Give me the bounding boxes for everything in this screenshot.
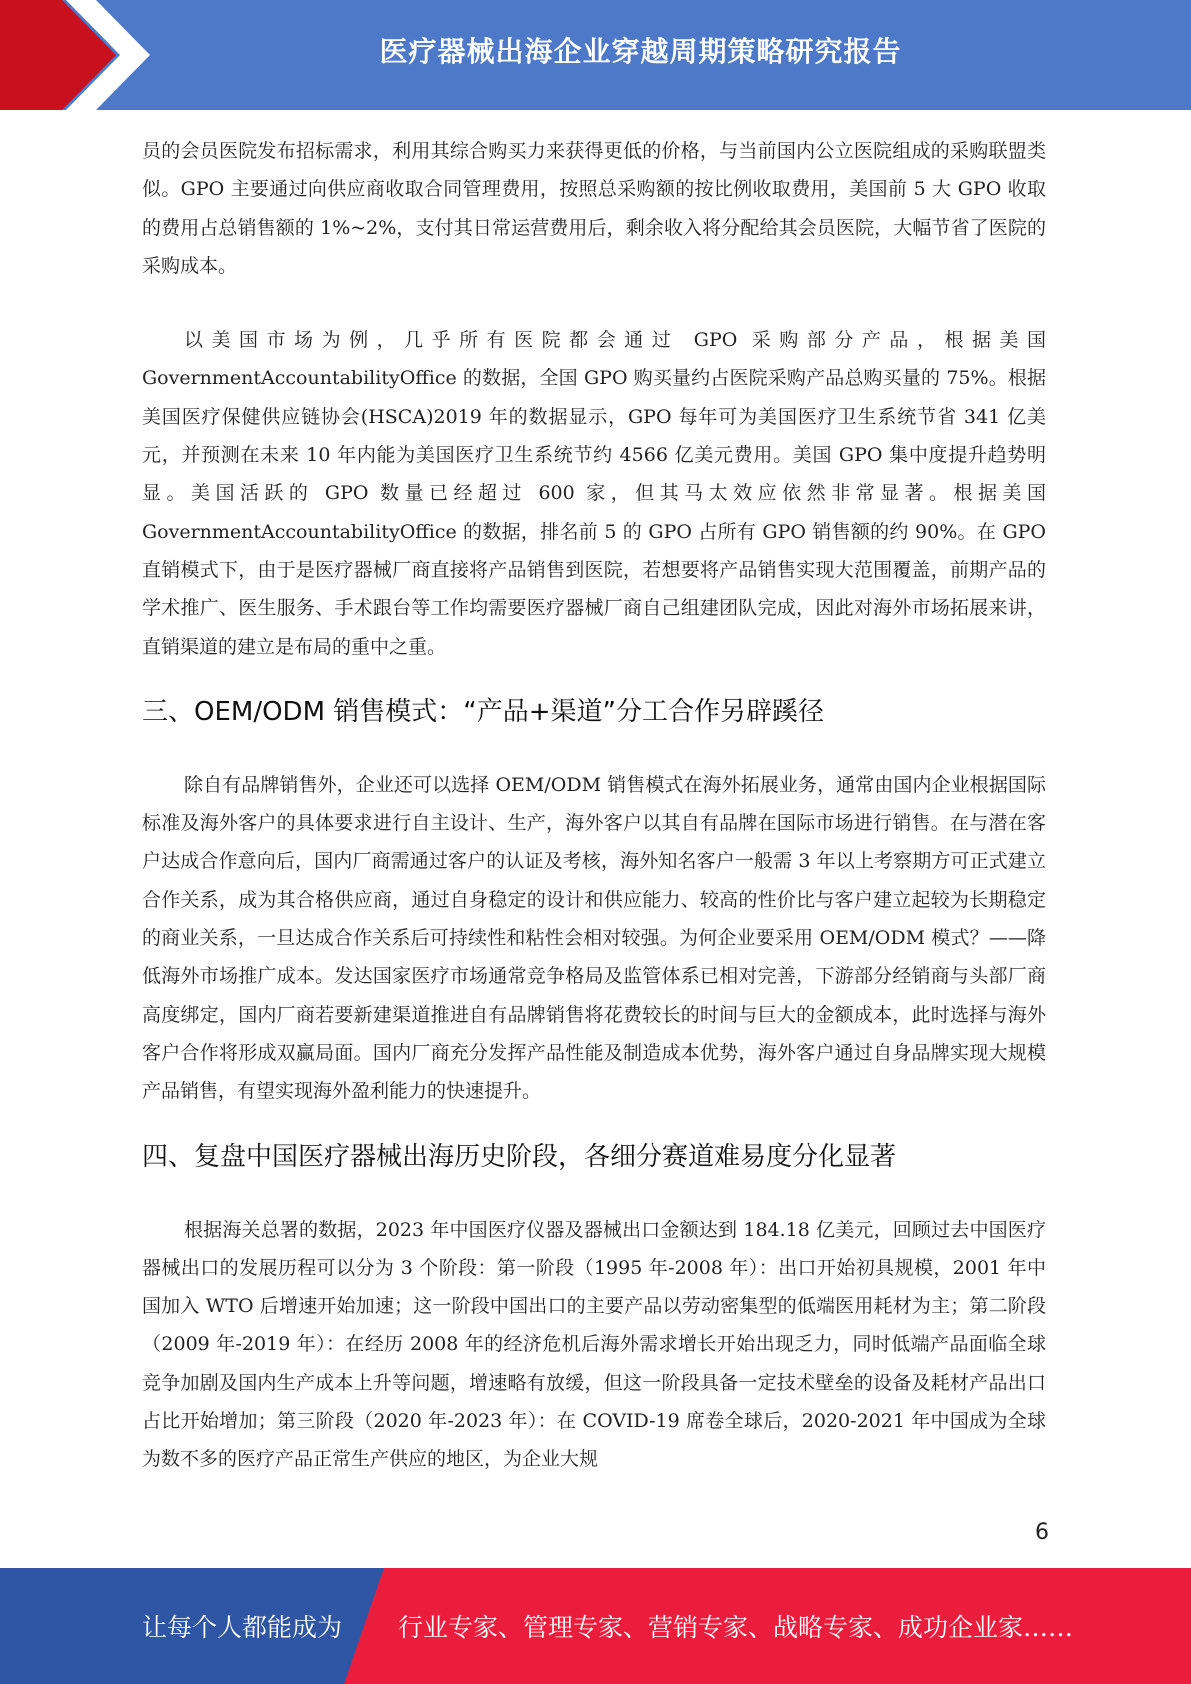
main-content xyxy=(142,132,1046,1479)
report-title: 医疗器械出海企业穿越周期策略研究报告 xyxy=(379,35,902,68)
section-heading: 三、OEM/ODM 销售模式：“产品+渠道”分工合作另辟蹊径 xyxy=(142,696,824,727)
page-header xyxy=(0,0,1191,110)
footer-slogan-right: 行业专家、管理专家、营销专家、战略专家、成功企业家…… xyxy=(398,1613,1074,1642)
body-paragraph: 以美国市场为例，几乎所有医院都会通过 GPO 采购部分产品，根据美国 GovernmentAccountabilityOffice 的数据，全国 GPO 购买量约占医院采购产品总购买量的 75%。根据美国医疗保健供应链协会(HSCA)2019 年的数据显示，GPO 每年可为美国医疗卫生系统节省 341 亿美元，并预测在未来 10 年内能为美国医疗卫生系统节约 4566 亿美元费用。美国 GPO 集中度提升趋势明显。美国活跃的 GPO 数量已经超过 600 家，但其马太效应依然非常显著。根据美国 GovernmentAccountabilityOffice 的数据，排名前 5 的 GPO 占所有 GPO 销售额的约 90%。在 GPO 直销模式下，由于是医疗器械厂商直接将产品销售到医院，若想要将产品销售实现大范围覆盖，前期产品的学术推广、医生服务、手术跟台等工作均需要医疗器械厂商自己组建团队完成，因此对海外市场拓展来讲，直销渠道的建立是布局的重中之重。 xyxy=(142,329,1046,658)
footer-slogan-left: 让每个人都能成为 xyxy=(142,1613,343,1642)
page-footer xyxy=(0,1568,1191,1684)
body-paragraph: 员的会员医院发布招标需求，利用其综合购买力来获得更低的价格，与当前国内公立医院组成的采购联盟类似。GPO 主要通过向供应商收取合同管理费用，按照总采购额的按比例收取费用，美国前 5 大 GPO 收取的费用占总销售额的 1%~2%，支付其日常运营费用后，剩余收入将分配给其会员医院，大幅节省了医院的采购成本。 xyxy=(142,140,1046,277)
section-heading: 四、复盘中国医疗器械出海历史阶段，各细分赛道难易度分化显著 xyxy=(142,1141,897,1172)
body-paragraph: 根据海关总署的数据，2023 年中国医疗仪器及器械出口金额达到 184.18 亿美元，回顾过去中国医疗器械出口的发展历程可以分为 3 个阶段：第一阶段（1995 年-2008 年）：出口开始初具规模，2001 年中国加入 WTO 后增速开始加速；这一阶段中国出口的主要产品以劳动密集型的低端医用耗材为主；第二阶段（2009 年-2019 年）：在经历 2008 年的经济危机后海外需求增长开始出现乏力，同时低端产品面临全球竞争加剧及国内生产成本上升等问题，增速略有放缓，但这一阶段具备一定技术壁垒的设备及耗材产品出口占比开始增加；第三阶段（2020 年-2023 年）：在 COVID-19 席卷全球后，2020-2021 年中国成为全球为数不多的医疗产品正常生产供应的地区，为企业大规 xyxy=(142,1218,1046,1471)
body-paragraph: 除自有品牌销售外，企业还可以选择 OEM/ODM 销售模式在海外拓展业务，通常由国内企业根据国际标准及海外客户的具体要求进行自主设计、生产，海外客户以其自有品牌在国际市场进行销售。在与潜在客户达成合作意向后，国内厂商需通过客户的认证及考核，海外知名客户一般需 3 年以上考察期方可正式建立合作关系，成为其合格供应商，通过自身稳定的设计和供应能力、较高的性价比与客户建立起较为长期稳定的商业关系，一旦达成合作关系后可持续性和粘性会相对较强。为何企业要采用 OEM/ODM 模式？——降低海外市场推广成本。发达国家医疗市场通常竞争格局及监管体系已相对完善，下游部分经销商与头部厂商高度绑定，国内厂商若要新建渠道推进自有品牌销售将花费较长的时间与巨大的金额成本，此时选择与海外客户合作将形成双赢局面。国内厂商充分发挥产品性能及制造成本优势，海外客户通过自身品牌实现大规模产品销售，有望实现海外盈利能力的快速提升。 xyxy=(142,773,1046,1103)
page-number: 6 xyxy=(1035,1520,1049,1545)
